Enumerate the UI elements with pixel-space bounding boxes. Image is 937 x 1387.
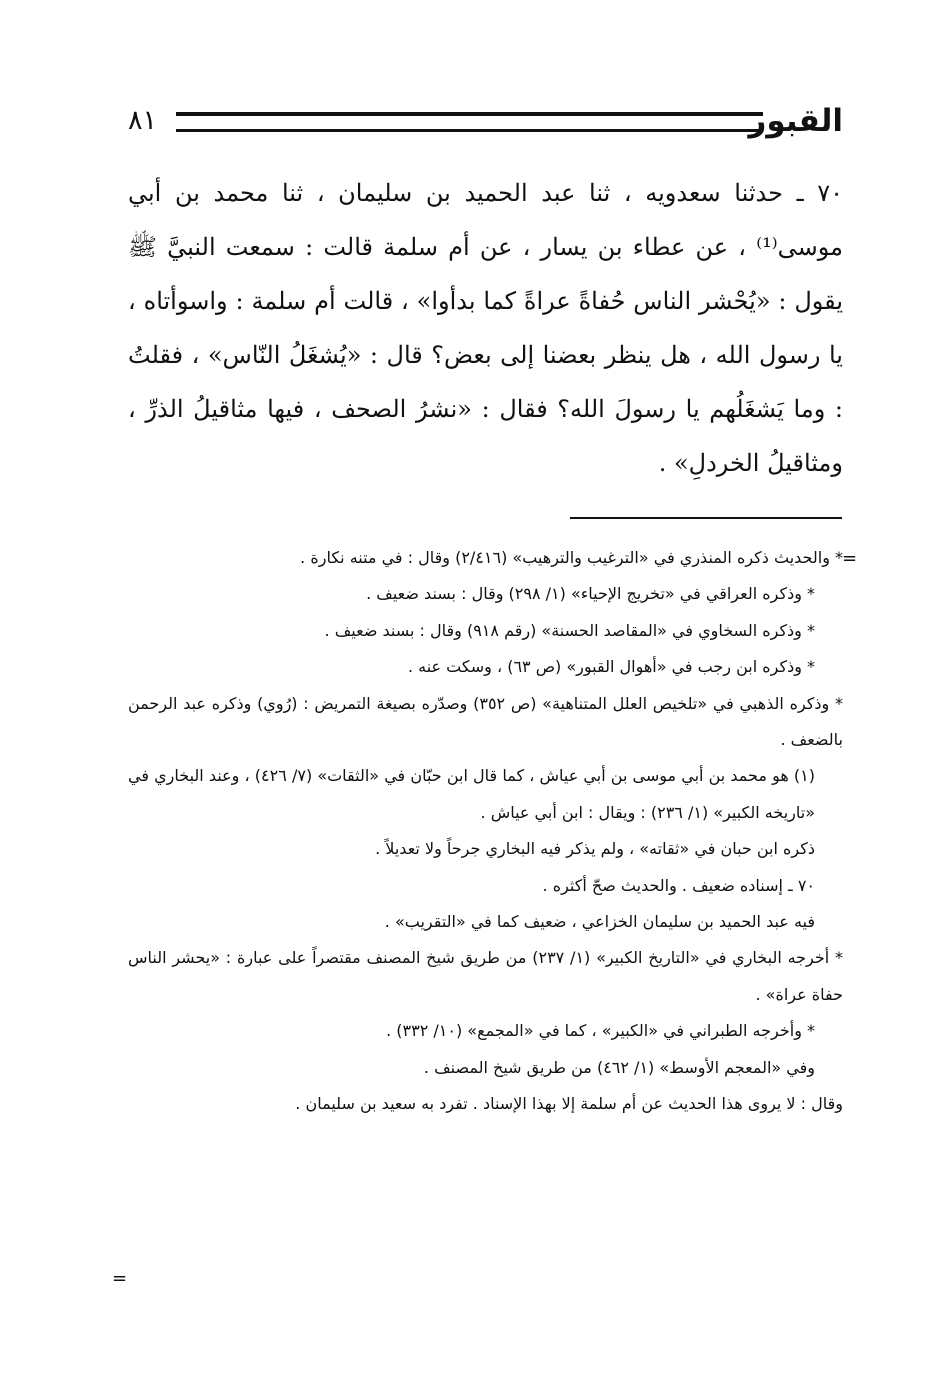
continuation-mark-top: = [842,548,858,569]
main-text [128,166,843,490]
note-line: وفي «المعجم الأوسط» (١/ ٤٦٢) من طريق شيخ المصنف . [423,1057,815,1077]
note-line: * والحديث ذكره المنذري في «الترغيب والترهيب» (٢/٤١٦) وقال : في متنه نكارة . [300,548,843,567]
note-line: ٧٠ ـ إسناده ضعيف . والحديث صحّ أكثره . [542,875,815,895]
hadith-paragraph: ٧٠ ـ حدثنا سعدويه ، ثنا عبد الحميد بن سليمان ، ثنا محمد بن أبي موسى⁽¹⁾ ، عن عطاء بن يسار ، عن أم سلمة قالت : سمعت النبيَّ ﷺ يقول : «يُحْشر الناس حُفاةً عراةً كما بدأوا» ، قالت أم سلمة : واسوأتاه ، يا رسول الله ، هل ينظر بعضنا إلى بعض؟ قال : «يُشغَلُ النّاس» ، فقلتُ : وما يَشغَلُهم يا رسولَ الله؟ فقال : «نشرُ الصحف ، فيها مثاقيلُ الذرِّ ، ومثاقيلُ الخردلِ» . [128,179,843,477]
note-line: وقال : لا يروى هذا الحديث عن أم سلمة إلا بهذا الإسناد . تفرد به سعيد بن سليمان . [295,1094,843,1114]
continuation-mark-bottom: = [112,1268,128,1289]
note-line: فيه عبد الحميد بن سليمان الخزاعي ، ضعيف كما في «التقريب» . [384,912,815,932]
page-title: القبور [748,103,843,139]
note-line: (١) هو محمد بن أبي موسى بن أبي عياش ، كما قال ابن حبّان في «الثقات» (٧/ ٤٢٦) ، وعند البخاري في «تاريخه الكبير» (١/ ٢٣٦) : ويقال : ابن أبي عياش . [128,766,816,822]
footnotes [128,540,843,1123]
note-line: * وذكره الذهبي في «تلخيص العلل المتناهية» (ص ٣٥٢) وصدّره بصيغة التمريض : (رُوي) وذكره عبد الرحمن بالضعف . [128,693,843,750]
note-line: ذكره ابن حبان في «ثقاته» ، ولم يذكر فيه البخاري جرحاً ولا تعديلاً . [375,839,815,859]
note-line: * وذكره السخاوي في «المقاصد الحسنة» (رقم ٩١٨) وقال : بسند ضعيف . [324,620,815,640]
page-header [128,98,843,144]
page-number: ٨١ [128,105,158,136]
note-line: * وذكره العراقي في «تخريج الإحياء» (١/ ٢٩٨) وقال : بسند ضعيف . [366,584,815,604]
note-line: * أخرجه البخاري في «التاريخ الكبير» (١/ ٢٣٧) من طريق شيخ المصنف مقتصراً على عبارة : «يحشر الناس حفاة عراة» . [128,948,843,1004]
header-rule [176,112,763,132]
note-line: * وذكره ابن رجب في «أهوال القبور» (ص ٦٣) ، وسكت عنه . [407,657,815,677]
footnote-separator [570,517,842,519]
note-line: * وأخرجه الطبراني في «الكبير» ، كما في «المجمع» (١٠/ ٣٣٢) . [386,1021,815,1041]
